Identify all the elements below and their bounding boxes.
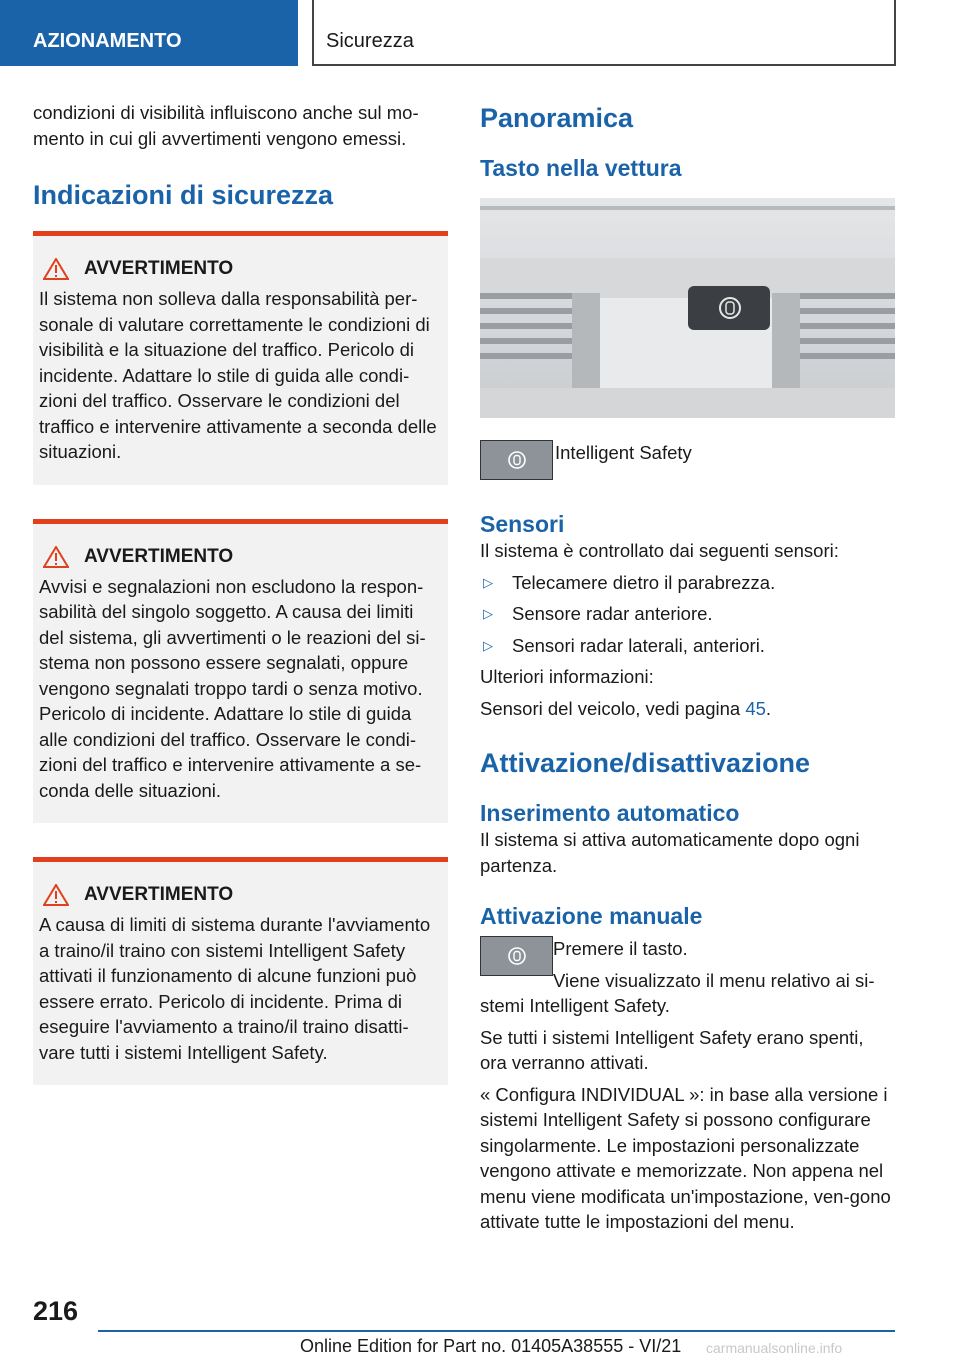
warning-title: AVVERTIMENTO (39, 884, 440, 906)
auto-text: Il sistema si attiva automaticamente dopo ogni partenza. (480, 829, 860, 876)
warning-box-1 (33, 231, 448, 485)
intro-paragraph: condizioni di visibilità influiscono anche sul mo-mento in cui gli avvertimenti vengono emessi. (33, 102, 419, 149)
warning-title: AVVERTIMENTO (39, 546, 440, 568)
chapter-title: AZIONAMENTO (33, 30, 182, 52)
warning-box-3 (33, 857, 448, 1085)
list-item: ▷ Sensore radar anteriore. (480, 601, 895, 627)
topic-tab (312, 0, 896, 66)
warning-triangle-icon (43, 258, 69, 280)
dashboard-button-photo (480, 198, 895, 418)
topic-title: Sicurezza (326, 30, 414, 52)
sensori-heading: Sensori (480, 511, 565, 537)
page-number: 216 (33, 1296, 79, 1326)
bullet-triangle-icon: ▷ (483, 574, 493, 590)
sensori-list (480, 570, 895, 659)
warning-triangle-icon (43, 884, 69, 906)
list-item: ▷ Sensori radar laterali, anteriori. (480, 633, 895, 659)
left-column (33, 98, 448, 1085)
ulteriori-label: Ulteriori informazioni: (480, 666, 654, 687)
tasto-heading: Tasto nella vettura (480, 155, 682, 181)
sensori-intro: Il sistema è controllato dai seguenti sensori: (480, 540, 839, 561)
intelligent-safety-button-icon (480, 440, 553, 480)
list-item: ▷ Telecamere dietro il parabrezza. (480, 570, 895, 596)
warning-box-2 (33, 519, 448, 824)
page-link[interactable]: 45 (745, 697, 766, 719)
panoramica-heading: Panoramica (480, 103, 634, 133)
watermark: carmanualsonline.info (706, 1340, 843, 1356)
intelligent-safety-button-icon (480, 936, 553, 976)
manual-step-text: Premere il tasto. (553, 938, 688, 959)
chapter-tab (0, 0, 298, 66)
warning-text: A causa di limiti di sistema durante l'avviamento a traino/il traino con sistemi Intelligent Safety attivati il funzionamento di alcune funzioni può essere errato. Pericolo di incidente. Prima di eseguire l'avviamento a traino/il traino disatti-vare tutti i sistemi Intelligent Safety. (39, 914, 431, 1063)
bullet-triangle-icon: ▷ (483, 606, 493, 621)
warning-title: AVVERTIMENTO (39, 258, 440, 280)
warning-text: Avvisi e segnalazioni non escludono la respon-sabilità del singolo soggetto. A causa dei limiti del sistema, gli avvertimenti o le reazioni del si-stema non possono essere segnalati, oppure vengono segnalati troppo tardi o senza motivo. Pericolo di incidente. Adattare lo stile di guida alle condizioni del traffico. Osservare le condi-zioni del traffico e intervenire attivamente a se-conda delle situazioni. (39, 575, 426, 801)
manual-heading: Attivazione manuale (480, 903, 703, 929)
button-legend (480, 440, 895, 480)
manual-paragraph-2: Se tutti i sistemi Intelligent Safety erano spenti, ora verranno attivati. (480, 1026, 864, 1073)
manual-text-line1: Viene visualizzato il menu relativo ai si- (553, 969, 875, 991)
auto-heading: Inserimento automatico (480, 800, 740, 826)
safety-heading: Indicazioni di sicurezza (33, 180, 334, 210)
warning-triangle-icon (43, 546, 69, 568)
right-column (480, 98, 895, 1235)
manual-paragraph-3: « Configura INDIVIDUAL »: in base alla versione i sistemi Intelligent Safety si possono configurare singolarmente. Le impostazioni personalizzate vengono attivate e memorizzate. Non appena nel menu viene modificata un'impostazione, ven-gono attivate tutte le impostazioni del menu. (480, 1083, 891, 1232)
edition-text: Online Edition for Part no. 01405A38555 - VI/21 (300, 1336, 682, 1356)
attivazione-heading: Attivazione/disattivazione (480, 748, 811, 778)
manual-text-line2: stemi Intelligent Safety. (480, 995, 670, 1016)
footer-divider (98, 1330, 895, 1332)
button-label: Intelligent Safety (555, 442, 692, 463)
reference-line: Sensori del veicolo, vedi pagina 45. (480, 697, 772, 719)
bullet-triangle-icon: ▷ (483, 637, 493, 653)
warning-text: Il sistema non solleva dalla responsabilità per-sonale di valutare correttamente le condizioni di visibilità e la situazione del traffico. Pericolo di incidente. Adattare lo stile di guida alle condi-zioni del traffico. Osservare le condizioni del traffico e intervenire attivamente a seconda delle situazioni. (39, 288, 437, 462)
manual-step (480, 936, 895, 993)
